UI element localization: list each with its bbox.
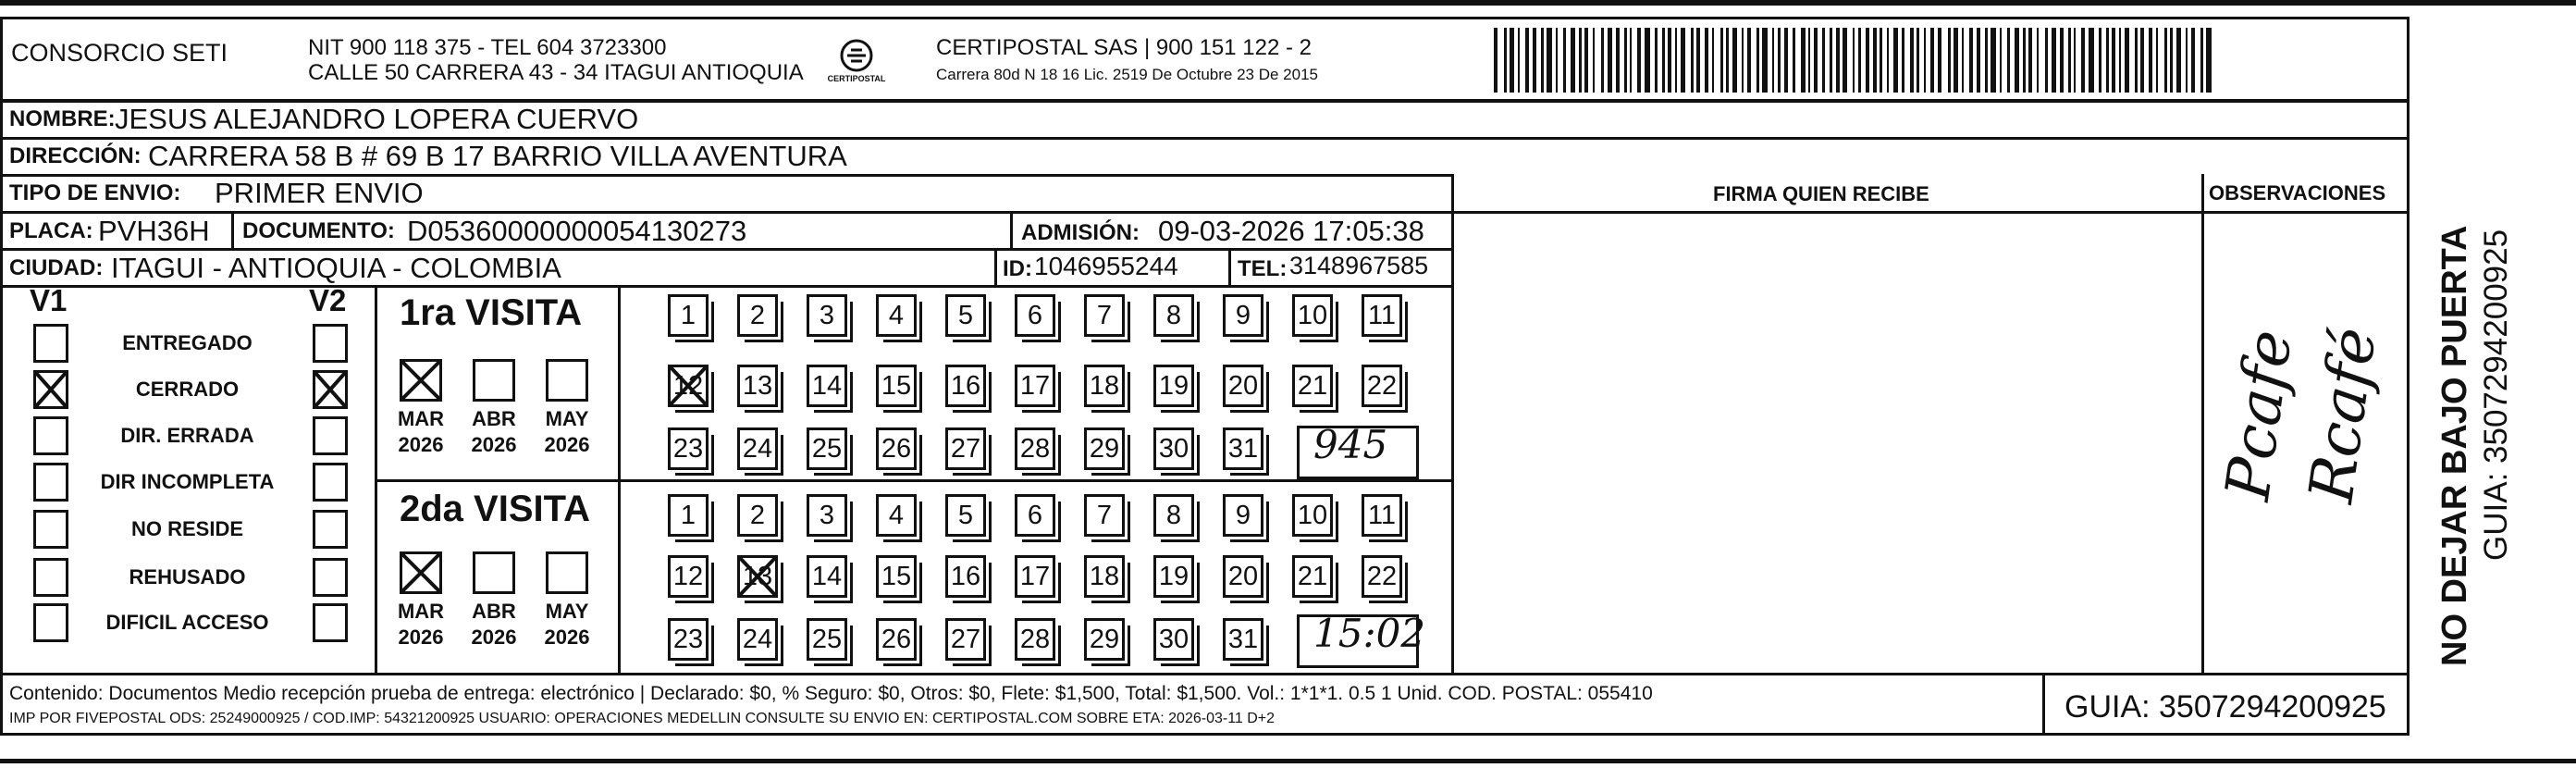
barcode-bar (1525, 28, 1529, 93)
barcode-bar (2186, 28, 2188, 93)
month-label: ABR (472, 600, 516, 623)
footer-imp-line: IMP POR FIVEPOSTAL ODS: 25249000925 / COD.IMP: 54321200925 USUARIO: OPERACIONES MEDELLIN CONSULTE SU ENVIO EN: CERTIPOSTAL.COM SOBRE ETA: 2026-03-11 D+2 (9, 711, 1276, 726)
barcode-bar (1756, 28, 1759, 93)
col-divider (1451, 174, 1454, 674)
barcode-bar (1843, 28, 1847, 93)
year-label: 2026 (471, 626, 517, 649)
barcode-bar (2060, 28, 2064, 93)
status-label: DIR. ERRADA (120, 424, 254, 447)
day-box[interactable]: 6 (1015, 494, 1055, 537)
day-box[interactable]: 18 (1084, 555, 1125, 598)
barcode-bar (1762, 28, 1768, 93)
barcode-bar (2149, 28, 2152, 93)
day-box[interactable]: 16 (945, 555, 986, 598)
id-label: ID: (1003, 256, 1032, 281)
day-box[interactable]: 24 (737, 427, 778, 470)
year-label: 2026 (398, 433, 444, 456)
visit-divider (375, 479, 1454, 482)
month-label: MAY (545, 600, 589, 623)
day-box[interactable]: 12 (668, 365, 709, 407)
side-guia: GUIA: 3507294200925 (2478, 229, 2514, 561)
barcode-bar (1637, 28, 1641, 93)
day-box[interactable]: 29 (1084, 618, 1125, 661)
day-box[interactable]: 9 (1223, 494, 1263, 537)
day-box[interactable]: 7 (1084, 494, 1125, 537)
day-box[interactable]: 23 (668, 618, 709, 661)
day-box[interactable]: 15 (876, 555, 917, 598)
nit-line: NIT 900 118 375 - TEL 604 3723300 (308, 35, 667, 60)
barcode-bar (1902, 28, 1904, 93)
day-box[interactable]: 23 (668, 427, 709, 470)
certipostal-logo (823, 37, 890, 93)
barcode-bar (1924, 28, 1926, 93)
tipo-value: PRIMER ENVIO (215, 177, 424, 209)
id-value: 1046955244 (1034, 252, 1178, 280)
day-box[interactable]: 22 (1362, 555, 1402, 598)
carrier-line: CERTIPOSTAL SAS | 900 151 122 - 2 (936, 35, 1312, 60)
barcode-bar (1504, 28, 1507, 93)
barcode-bar (1778, 28, 1781, 93)
month-checkbox[interactable] (546, 359, 588, 402)
day-box[interactable]: 17 (1015, 365, 1055, 407)
year-label: 2026 (471, 433, 517, 456)
barcode-bar (2037, 28, 2039, 93)
observation-handwritten-2: Rcafé (2295, 323, 2391, 507)
barcode-bar (1655, 28, 1658, 93)
barcode-bar (1977, 28, 1980, 93)
day-box[interactable]: 15 (876, 365, 917, 407)
documento-value: D05360000000054130273 (407, 215, 747, 247)
tel-label: TEL: (1238, 256, 1288, 281)
barcode-bar (1814, 28, 1818, 93)
day-box[interactable]: 30 (1153, 618, 1194, 661)
day-box[interactable]: 31 (1223, 427, 1263, 470)
day-box[interactable]: 29 (1084, 427, 1125, 470)
barcode-bar (1793, 28, 1795, 93)
barcode-bar (1954, 28, 1958, 93)
barcode-bar (1962, 28, 1964, 93)
row-divider (0, 248, 1454, 251)
barcode-bar (1579, 28, 1582, 93)
col-divider (618, 285, 621, 674)
day-box[interactable]: 11 (1362, 494, 1402, 537)
day-box[interactable]: 16 (945, 365, 986, 407)
year-label: 2026 (544, 433, 590, 456)
day-box[interactable]: 7 (1084, 294, 1125, 337)
no-dejar-bajo-puerta: NO DEJAR BAJO PUERTA (2435, 225, 2474, 666)
barcode-bar (1547, 28, 1552, 93)
day-box[interactable]: 5 (945, 294, 986, 337)
day-box[interactable]: 26 (876, 618, 917, 661)
col-divider (2201, 174, 2204, 674)
barcode-bar (1893, 28, 1898, 93)
second-visit-title: 2da VISITA (400, 489, 590, 529)
barcode-bar (2125, 28, 2129, 93)
day-box[interactable]: 8 (1153, 294, 1194, 337)
barcode-bar (1571, 28, 1575, 93)
first-visit-time-box (1297, 426, 1419, 479)
barcode-bar (1772, 28, 1774, 93)
second-visit-time: 15:02 (1313, 611, 1426, 656)
year-label: 2026 (398, 626, 444, 649)
barcode-bar (1584, 28, 1588, 93)
col-divider (994, 248, 997, 285)
admision-value: 09-03-2026 17:05:38 (1158, 215, 1424, 247)
firma-header: FIRMA QUIEN RECIBE (1713, 182, 1929, 205)
barcode-bar (2119, 28, 2121, 93)
barcode-bar (1858, 28, 1861, 93)
direccion-label: DIRECCIÓN: (9, 143, 142, 168)
barcode-bar (1732, 28, 1737, 93)
day-box[interactable]: 27 (945, 427, 986, 470)
day-box[interactable]: 12 (668, 555, 709, 598)
tel-value: 3148967585 (1289, 252, 1429, 279)
barcode-bar (2206, 28, 2212, 93)
direccion-value: CARRERA 58 B # 69 B 17 BARRIO VILLA AVENTURA (148, 140, 847, 172)
barcode-bar (2200, 28, 2203, 93)
day-box[interactable]: 11 (1362, 294, 1402, 337)
status-label: ENTREGADO (122, 331, 253, 354)
month-label: ABR (472, 407, 516, 430)
barcode-bar (1853, 28, 1855, 93)
day-box[interactable]: 18 (1084, 365, 1125, 407)
month-check-mark (400, 359, 442, 402)
day-box[interactable]: 1 (668, 494, 709, 537)
barcode-bar (1720, 28, 1723, 93)
barcode-bar (1624, 28, 1627, 93)
barcode-bar (2140, 28, 2144, 93)
barcode-bar (1985, 28, 1988, 93)
barcode-bar (1747, 28, 1751, 93)
col-divider (1228, 248, 1231, 285)
address-line: CALLE 50 CARRERA 43 - 34 ITAGUI ANTIOQUIA (308, 60, 804, 85)
barcode-bar (1675, 28, 1677, 93)
row-divider (0, 285, 1454, 288)
month-label: MAR (397, 600, 445, 623)
barcode-bar (1742, 28, 1744, 93)
barcode-bar (1991, 28, 1996, 93)
day-box[interactable]: 2 (737, 294, 778, 337)
day-box[interactable]: 24 (737, 618, 778, 661)
barcode-bar (1593, 28, 1595, 93)
year-label: 2026 (544, 626, 590, 649)
first-visit-time: 945 (1313, 422, 1388, 467)
first-visit-title: 1ra VISITA (400, 292, 583, 333)
day-box[interactable]: 8 (1153, 494, 1194, 537)
footer-content-line: Contenido: Documentos Medio recepción prueba de entrega: electrónico | Declarado: $0, % Seguro: $0, Otros: $0, Flete: $1,500, Total: $1,500. Vol.: 1*1*1. 0.5 1 Unid. COD. POSTAL: 055410 (9, 683, 1653, 704)
barcode-bar (2081, 28, 2085, 93)
status-label: DIR INCOMPLETA (100, 470, 275, 493)
month-checkbox[interactable] (473, 551, 515, 594)
tipo-label: TIPO DE ENVIO: (9, 180, 181, 205)
day-box[interactable]: 21 (1292, 555, 1333, 598)
placa-label: PLACA: (9, 218, 93, 243)
day-check-mark (668, 365, 709, 407)
status-label: CERRADO (135, 378, 240, 401)
day-box[interactable]: 4 (876, 294, 917, 337)
month-label: MAR (397, 407, 445, 430)
barcode-bar (1494, 28, 1498, 93)
month-checkbox[interactable] (546, 551, 588, 594)
v2-label: V2 (309, 283, 347, 317)
top-rule (0, 0, 2576, 6)
barcode-bar (1917, 28, 1919, 93)
barcode-bar (2028, 28, 2032, 93)
day-box[interactable]: 28 (1015, 427, 1055, 470)
barcode-bar (1784, 28, 1788, 93)
barcode-bar (1645, 28, 1650, 93)
barcode-bar (2176, 28, 2181, 93)
barcode-bar (2052, 28, 2056, 93)
day-box[interactable]: 28 (1015, 618, 1055, 661)
barcode-bar (1808, 28, 1810, 93)
barcode-bar (1948, 28, 1951, 93)
barcode-bar (2007, 28, 2010, 93)
barcode-bar (1938, 28, 1941, 93)
second-visit-time-box (1297, 614, 1419, 668)
barcode-bar (1705, 28, 1708, 93)
company-name: CONSORCIO SETI (11, 39, 228, 67)
col-divider (231, 211, 234, 248)
day-box[interactable]: 10 (1292, 294, 1333, 337)
barcode-bar (2023, 28, 2026, 93)
day-box[interactable]: 31 (1223, 618, 1263, 661)
barcode-bar (1601, 28, 1604, 93)
barcode-bar (1668, 28, 1671, 93)
day-box[interactable]: 30 (1153, 427, 1194, 470)
v1-label: V1 (30, 283, 68, 317)
day-box[interactable]: 21 (1292, 365, 1333, 407)
barcode-bar (1510, 28, 1514, 93)
nombre-label: NOMBRE: (9, 106, 116, 131)
ciudad-label: CIUDAD: (9, 255, 104, 280)
day-box[interactable]: 13 (737, 555, 778, 598)
day-box[interactable]: 19 (1153, 555, 1194, 598)
day-box[interactable]: 19 (1153, 365, 1194, 407)
col-divider (1010, 211, 1013, 248)
day-box[interactable]: 3 (807, 294, 847, 337)
barcode-bar (1608, 28, 1612, 93)
day-box[interactable]: 27 (945, 618, 986, 661)
barcode-bar (1866, 28, 1869, 93)
placa-value: PVH36H (98, 215, 210, 247)
status-label: NO RESIDE (130, 517, 244, 540)
day-box[interactable]: 9 (1223, 294, 1263, 337)
barcode-bar (2135, 28, 2138, 93)
barcode-bar (2191, 28, 2195, 93)
day-box[interactable]: 25 (807, 618, 847, 661)
day-box[interactable]: 20 (1223, 555, 1263, 598)
barcode-bar (2068, 28, 2071, 93)
day-box[interactable]: 26 (876, 427, 917, 470)
barcode-bar (1696, 28, 1700, 93)
day-box[interactable]: 1 (668, 294, 709, 337)
month-label: MAY (545, 407, 589, 430)
barcode-bar (1880, 28, 1882, 93)
barcode-bar (1541, 28, 1544, 93)
day-box[interactable]: 14 (807, 555, 847, 598)
day-box[interactable]: 22 (1362, 365, 1402, 407)
barcode-bar (1630, 28, 1632, 93)
barcode-bar (1822, 28, 1825, 93)
row-divider (0, 211, 2410, 214)
barcode-bar (2089, 28, 2094, 93)
barcode-bar (1662, 28, 1665, 93)
col-divider (375, 285, 377, 674)
day-box[interactable]: 20 (1223, 365, 1263, 407)
observation-handwritten-1: Pcafe (2212, 325, 2307, 505)
barcode-bar (2099, 28, 2101, 93)
barcode-bar (1801, 28, 1806, 93)
barcode-bar (2045, 28, 2048, 93)
footer-guia: GUIA: 3507294200925 (2064, 689, 2386, 725)
barcode-bar (1873, 28, 1877, 93)
barcode-bar (1830, 28, 1832, 93)
barcode-bar (2000, 28, 2002, 93)
barcode-bar (2106, 28, 2109, 93)
day-box[interactable]: 13 (737, 365, 778, 407)
barcode-bar (1563, 28, 1566, 93)
day-box[interactable]: 14 (807, 365, 847, 407)
barcode-bar (1887, 28, 1889, 93)
barcode-bar (2164, 28, 2167, 93)
admision-label: ADMISIÓN: (1021, 220, 1140, 245)
barcode-bar (1681, 28, 1685, 93)
ciudad-value: ITAGUI - ANTIOQUIA - COLOMBIA (111, 252, 561, 284)
barcode-bar (1726, 28, 1729, 93)
barcode-bar (2156, 28, 2158, 93)
barcode-bar (2170, 28, 2173, 93)
barcode-bar (1518, 28, 1520, 93)
barcode-bar (1930, 28, 1934, 93)
status-label: DIFICIL ACCESO (105, 611, 269, 634)
day-box[interactable]: 10 (1292, 494, 1333, 537)
footer-divider (0, 673, 2410, 675)
status-label: REHUSADO (129, 565, 246, 588)
barcode-bar (1616, 28, 1620, 93)
status-check-mark-v2 (313, 370, 348, 409)
col-divider (2042, 673, 2045, 736)
barcode-bar (2074, 28, 2076, 93)
day-box[interactable]: 5 (945, 494, 986, 537)
month-check-mark (400, 551, 442, 594)
day-box[interactable]: 6 (1015, 294, 1055, 337)
bottom-rule (0, 759, 2576, 763)
status-check-mark-v1 (33, 370, 68, 409)
nombre-value: JESUS ALEJANDRO LOPERA CUERVO (115, 103, 639, 135)
documento-label: DOCUMENTO: (242, 218, 395, 243)
barcode-bar (2112, 28, 2115, 93)
barcode (1494, 28, 2225, 93)
license-line: Carrera 80d N 18 16 Lic. 2519 De Octubre 23 De 2015 (936, 66, 1318, 83)
barcode-bar (1691, 28, 1694, 93)
barcode-bar (1969, 28, 1973, 93)
day-box[interactable]: 3 (807, 494, 847, 537)
barcode-bar (1533, 28, 1536, 93)
month-checkbox[interactable] (473, 359, 515, 402)
day-box[interactable]: 25 (807, 427, 847, 470)
observaciones-header: OBSERVACIONES (2209, 181, 2386, 204)
barcode-bar (1712, 28, 1714, 93)
logo-text: CERTIPOSTAL (827, 74, 886, 83)
day-box[interactable]: 4 (876, 494, 917, 537)
barcode-bar (1910, 28, 1914, 93)
barcode-bar (1836, 28, 1840, 93)
barcode-bar (1556, 28, 1558, 93)
day-check-mark (737, 555, 778, 598)
day-box[interactable]: 2 (737, 494, 778, 537)
barcode-bar (2015, 28, 2019, 93)
day-box[interactable]: 17 (1015, 555, 1055, 598)
